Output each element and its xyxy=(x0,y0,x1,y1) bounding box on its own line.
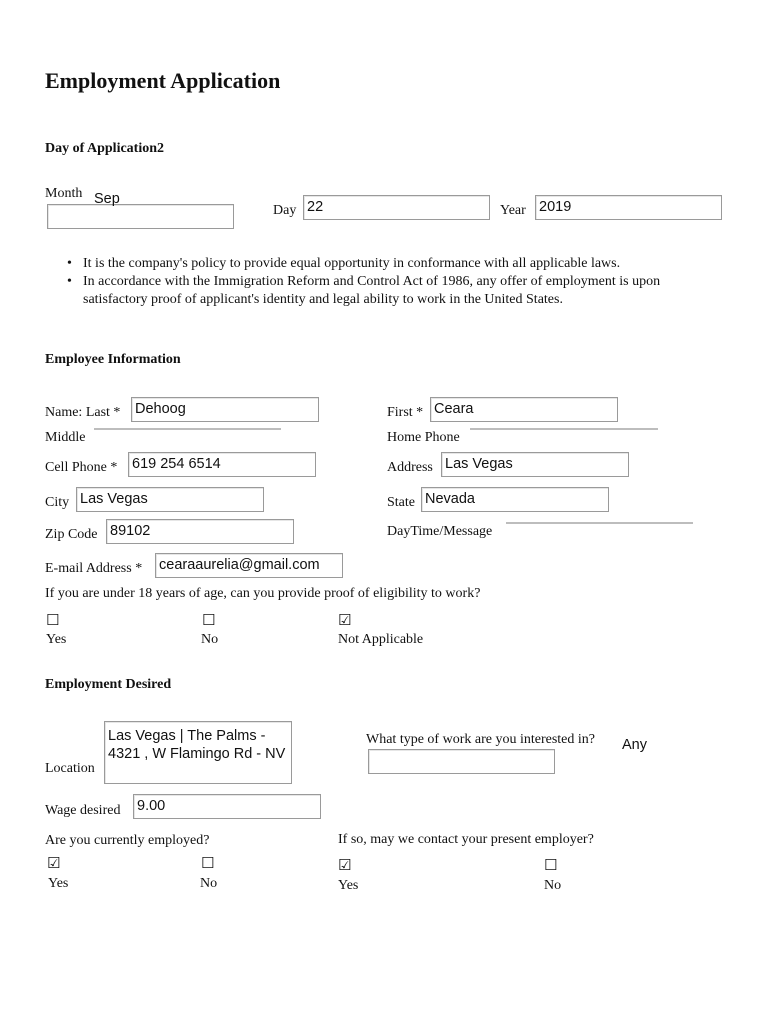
employed-yes-checkbox[interactable]: ☑ xyxy=(47,854,61,872)
first-name-value: Ceara xyxy=(434,401,474,417)
notice-equal-opportunity: It is the company's policy to provide equal opportunity in conformance with all applicable laws. xyxy=(83,256,621,271)
employed-no-label: No xyxy=(200,876,218,891)
month-label: Month xyxy=(45,186,83,201)
daytime-label: DayTime/Message xyxy=(387,524,493,539)
contact-no-checkbox[interactable]: ☐ xyxy=(544,856,558,874)
city-value: Las Vegas xyxy=(80,491,148,507)
day-field[interactable] xyxy=(303,195,490,220)
location-value: Las Vegas | The Palms - 4321 , W Flamingo Rd - NV xyxy=(108,728,286,762)
employee-info-heading: Employee Information xyxy=(45,352,181,367)
day-label: Day xyxy=(273,203,297,218)
home-phone-field[interactable] xyxy=(470,428,658,430)
work-type-field[interactable] xyxy=(368,749,555,774)
cell-phone-value: 619 254 6514 xyxy=(132,456,221,472)
email-label: E-mail Address * xyxy=(45,561,143,576)
month-field[interactable] xyxy=(47,204,234,229)
city-label: City xyxy=(45,495,70,510)
employment-desired-heading: Employment Desired xyxy=(45,677,172,692)
location-label: Location xyxy=(45,761,95,776)
under18-na-label: Not Applicable xyxy=(338,632,424,647)
state-value: Nevada xyxy=(425,491,475,507)
last-name-label: Name: Last * xyxy=(45,405,121,420)
wage-label: Wage desired xyxy=(45,803,121,818)
notice-immigration-cont: satisfactory proof of applicant's identity and legal ability to work in the United States. xyxy=(83,292,563,307)
under18-no-checkbox[interactable]: ☐ xyxy=(202,611,216,629)
currently-employed-question: Are you currently employed? xyxy=(45,833,210,848)
notice-immigration: In accordance with the Immigration Reform and Control Act of 1986, any offer of employment is upon xyxy=(83,274,661,289)
work-type-value: Any xyxy=(622,737,647,753)
employed-no-checkbox[interactable]: ☐ xyxy=(201,854,215,872)
under18-no-label: No xyxy=(201,632,219,647)
zip-label: Zip Code xyxy=(45,527,98,542)
first-name-label: First * xyxy=(387,405,424,420)
under18-yes-label: Yes xyxy=(46,632,67,647)
page-title: Employment Application xyxy=(45,68,281,93)
employed-yes-label: Yes xyxy=(48,876,69,891)
year-label: Year xyxy=(500,203,526,218)
notice-bullet-icon: • xyxy=(67,256,72,271)
address-value: Las Vegas xyxy=(445,456,513,472)
day-of-application-heading: Day of Application2 xyxy=(45,141,165,156)
email-value: cearaaurelia@gmail.com xyxy=(159,557,320,573)
work-type-label: What type of work are you interested in? xyxy=(366,732,595,747)
wage-value: 9.00 xyxy=(137,798,166,814)
contact-yes-label: Yes xyxy=(338,878,359,893)
cell-phone-label: Cell Phone * xyxy=(45,460,118,475)
address-label: Address xyxy=(387,460,433,475)
home-phone-label: Home Phone xyxy=(387,430,460,445)
under18-question: If you are under 18 years of age, can you provide proof of eligibility to work? xyxy=(45,586,481,601)
zip-value: 89102 xyxy=(110,523,151,539)
middle-field[interactable] xyxy=(94,428,281,430)
notice-bullet-icon: • xyxy=(67,274,72,289)
contact-employer-question: If so, may we contact your present employer? xyxy=(338,832,594,847)
day-value: 22 xyxy=(307,199,324,215)
state-label: State xyxy=(387,495,415,510)
contact-yes-checkbox[interactable]: ☑ xyxy=(338,856,352,874)
under18-yes-checkbox[interactable]: ☐ xyxy=(46,611,60,629)
middle-label: Middle xyxy=(45,430,86,445)
last-name-value: Dehoog xyxy=(135,401,186,417)
year-value: 2019 xyxy=(539,199,572,215)
under18-na-checkbox[interactable]: ☑ xyxy=(338,611,352,629)
contact-no-label: No xyxy=(544,878,562,893)
daytime-field[interactable] xyxy=(506,522,693,524)
month-value: Sep xyxy=(94,191,120,207)
